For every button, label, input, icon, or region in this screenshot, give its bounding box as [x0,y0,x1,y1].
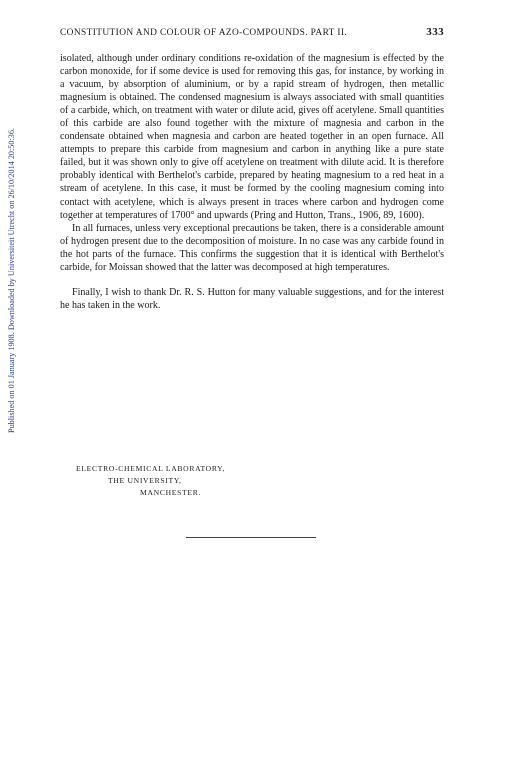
body-text [60,52,444,312]
paragraph-furnaces: In all furnaces, unless very exceptional precautions be taken, there is a considerable amount of hydrogen present due to the decomposition of moisture. In no case was any carbide found in the hot parts of the furnace. This confirms the suggestion that it is identical with Berthelot's carbide, for Moissan showed that the latter was decomposed at high temperatures. [60,222,444,273]
affiliation-address [76,463,225,499]
end-of-article-rule [186,537,316,538]
paragraph-continued: isolated, although under ordinary conditions re-oxidation of the magnesium is effected by the carbon monoxide, for if some device is used for removing this gas, for instance, by working in a vacuum, by absorption of aluminium, or by a rapid stream of hydrogen, then metallic magnesium is obtained. The condensed magnesium is always associated with small quantities of a carbide, which, on treatment with water or dilute acid, gives off acetylene. Small quantities of this carbide are also found together with the mixture of magnesia and carbon in the condensate obtained when magnesia and carbon are heated together in an open furnace. All attempts to prepare this carbide from magnesium and carbon in anything like a pure state failed, but it was shown only to give off acetylene on treatment with dilute acid. It is therefore probably identical with Berthelot's carbide, prepared by heating magnesium to a red heat in a stream of acetylene. In this case, it must be formed by the cooling magnesium coming into contact with acetylene, which is always present in traces where carbon and hydrogen come together at temperatures of 1700° and upwards (Pring and Hutton, Trans., 1906, 89, 1600). [60,53,444,221]
paragraph-acknowledgement: Finally, I wish to thank Dr. R. S. Hutton for many valuable suggestions, and for the interest he has taken in the work. [60,286,444,311]
address-line-laboratory: ELECTRO-CHEMICAL LABORATORY, [76,464,225,473]
address-line-city: MANCHESTER. [140,488,202,497]
address-line-university: THE UNIVERSITY, [108,476,182,485]
running-title: CONSTITUTION AND COLOUR OF AZO-COMPOUNDS. PART II. [60,28,348,38]
page-number: 333 [426,26,444,38]
download-margin-note [4,60,18,500]
page-header [60,26,444,38]
margin-note-text: Published on 01 January 1908. Downloaded by Universiteit Utrecht on 26/10/2014 20:50:36. [6,127,16,433]
